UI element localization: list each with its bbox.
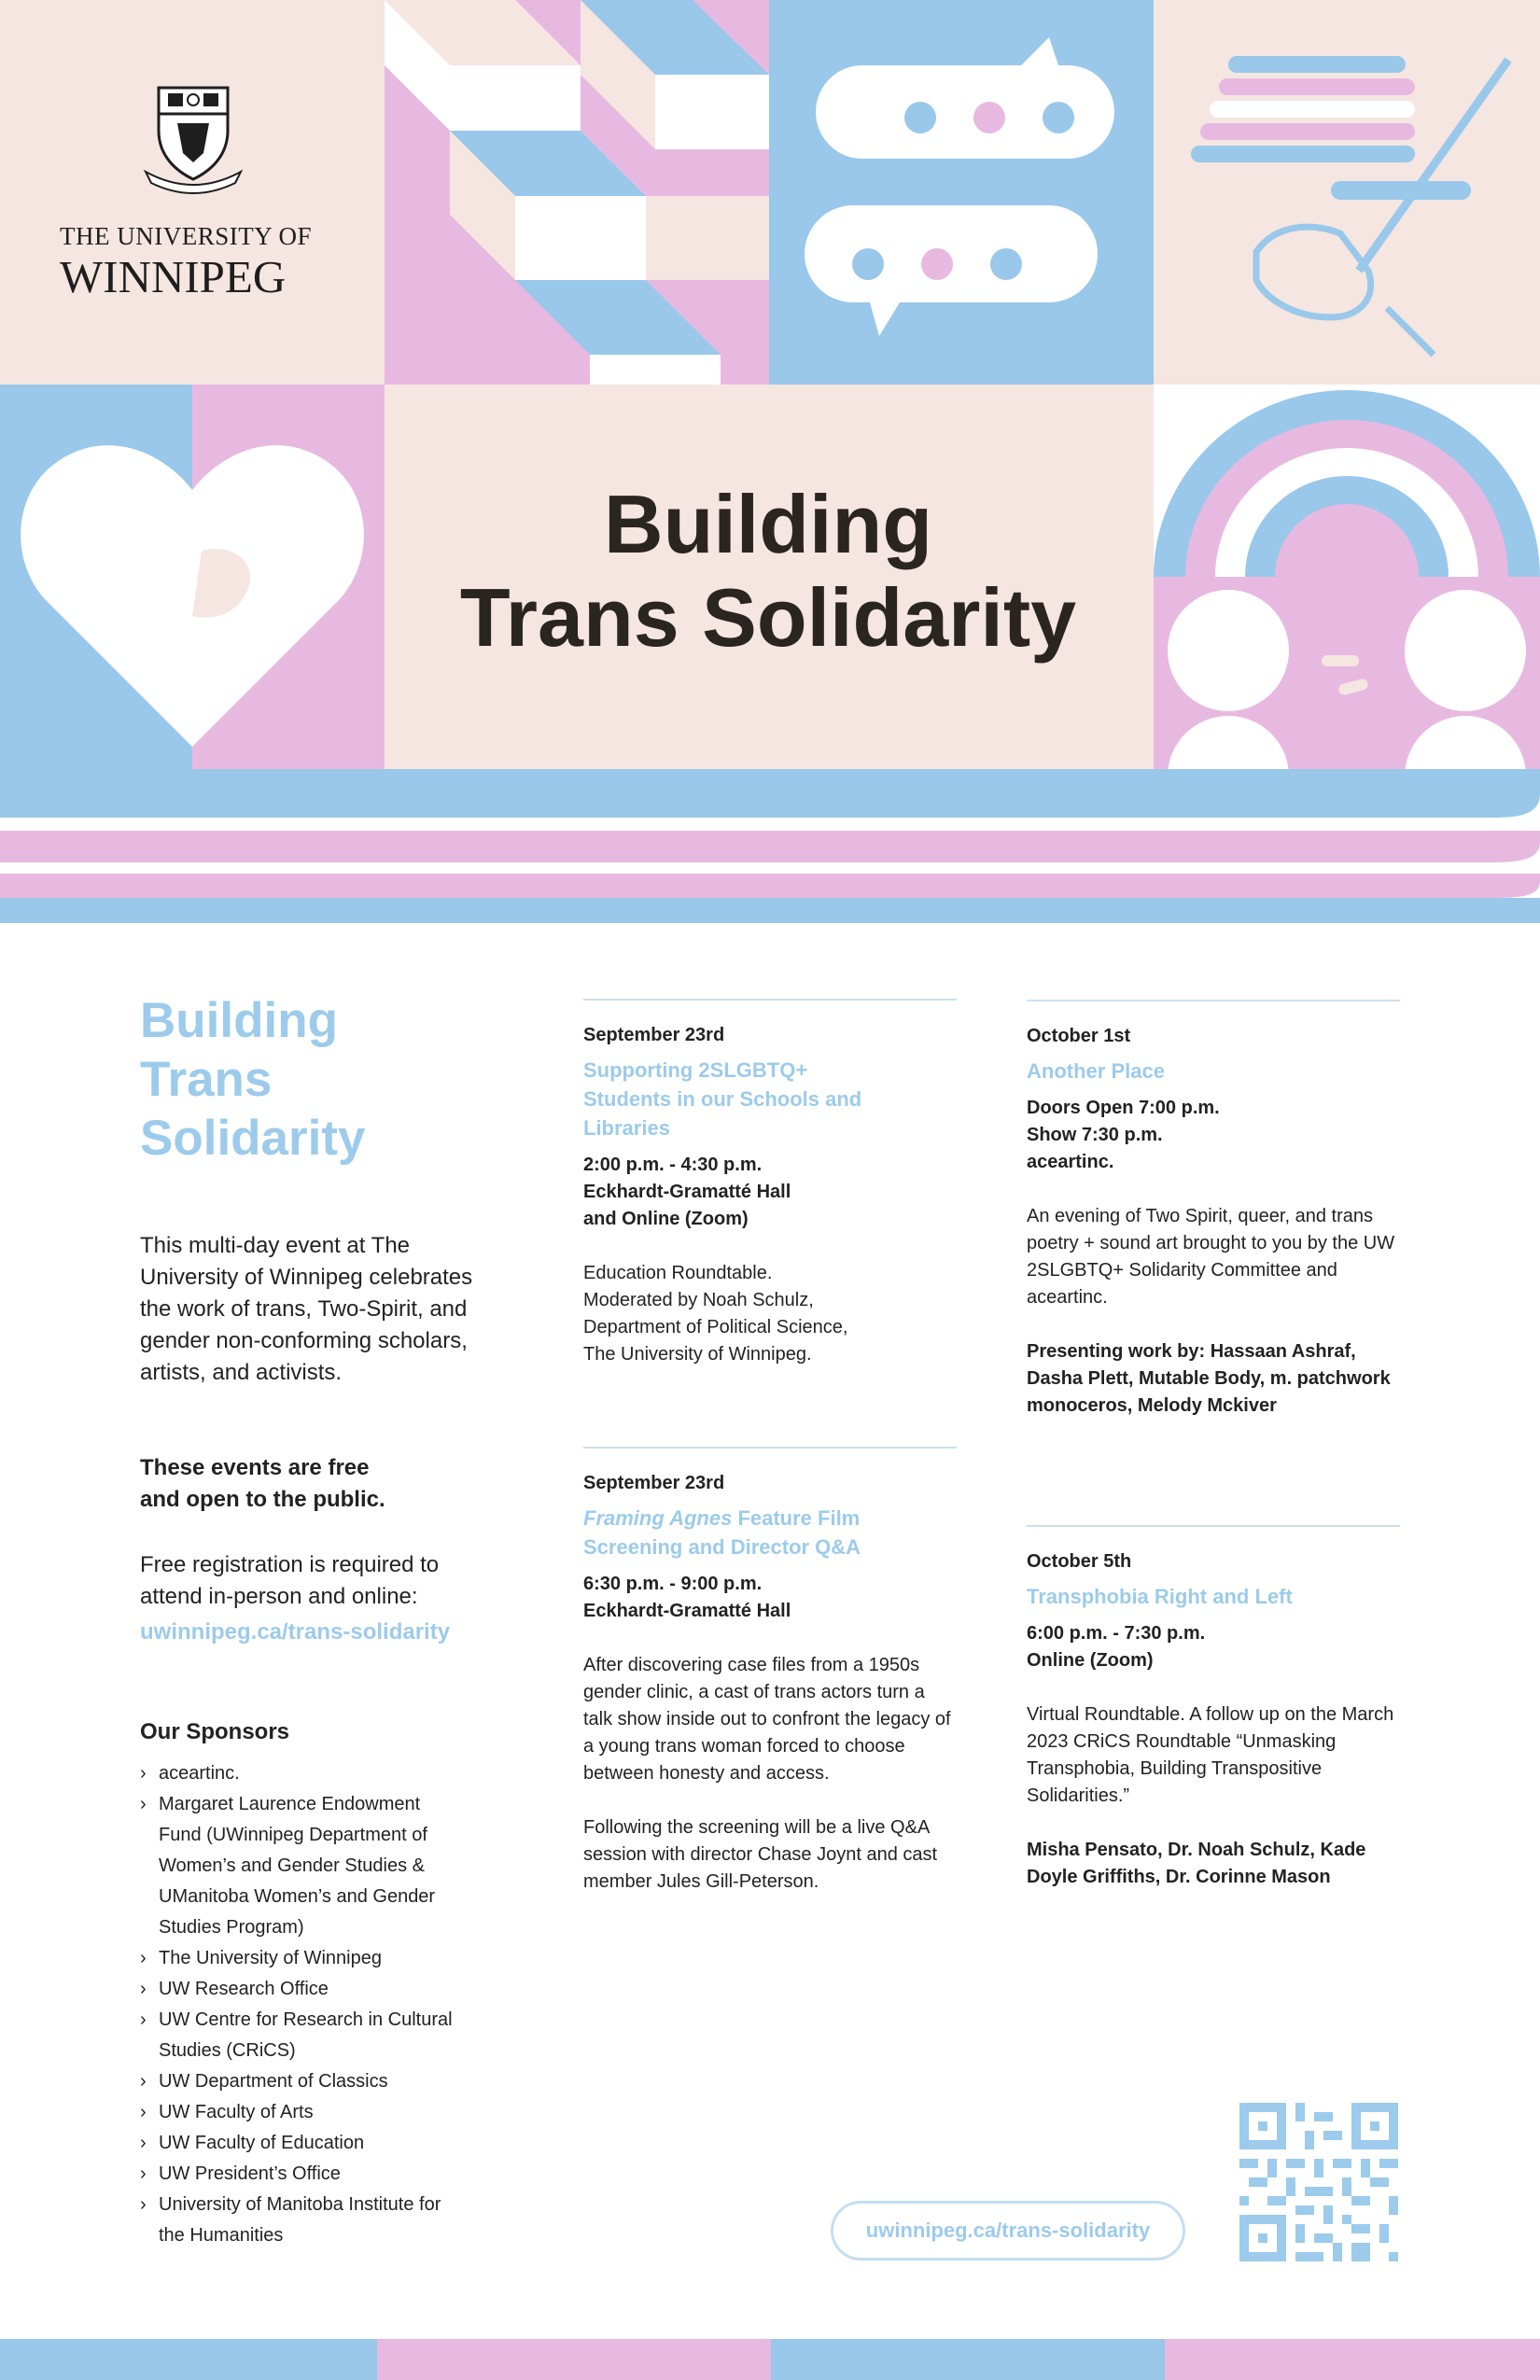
tile-rainbow [1154, 385, 1540, 769]
event-venue: aceartinc. [1027, 1152, 1114, 1172]
footer-bar-pink [1165, 2339, 1540, 2380]
event-venue-line2: and Online (Zoom) [583, 1209, 749, 1229]
event-desc-line2: Moderated by Noah Schulz, [583, 1290, 814, 1310]
divider [1027, 1525, 1400, 1527]
event-oct5 [1027, 1551, 1400, 1891]
event-date: October 1st [1027, 1026, 1131, 1046]
hero-title-line2: Trans Solidarity [459, 571, 1077, 664]
divider [583, 1447, 957, 1449]
footer-bar-pink [377, 2339, 771, 2380]
free-notice-line2: and open to the public. [140, 1487, 385, 1512]
event-show: Show 7:30 p.m. [1027, 1125, 1163, 1145]
divider [1027, 1000, 1400, 1001]
footer-bar-blue [0, 2339, 377, 2380]
event-description-qa: Following the screening will be a live Q&A session with director Chase Joynt and cast member Jules Gill-Peterson. [583, 1817, 938, 1892]
sponsors-heading: Our Sponsors [140, 1719, 290, 1744]
event-venue: Eckhardt-Gramatté Hall [583, 1601, 791, 1621]
trans-stripes-graphic [0, 769, 1540, 923]
event-presenters: Presenting work by: Hassaan Ashraf, Dasha Plett, Mutable Body, m. patchwork monoceros, Melody Mckiver [1027, 1341, 1391, 1416]
event-sept23-b [583, 1473, 957, 1896]
event-doors: Doors Open 7:00 p.m. [1027, 1098, 1220, 1118]
sponsor-item: › The University of Winnipeg [140, 1943, 457, 1974]
event-sept23-a [583, 1025, 957, 1368]
sponsor-item: › UW Department of Classics [140, 2066, 457, 2097]
intro-registration: Free registration is required to attend in-person and online: [140, 1552, 440, 1609]
sponsor-item: › UW Faculty of Arts [140, 2097, 457, 2128]
intro-registration-link[interactable]: uwinnipeg.ca/trans-solidarity [140, 1619, 451, 1645]
university-name-line1: THE UNIVERSITY OF [60, 222, 312, 250]
event-time: 2:00 p.m. - 4:30 p.m. [583, 1155, 763, 1175]
tile-speech-bubbles [769, 0, 1154, 385]
divider [583, 999, 957, 1001]
rainbow-icon [1154, 385, 1540, 769]
event-description: An evening of Two Spirit, queer, and trans poetry + sound art brought to you by the UW 2SLGBTQ+ Solidarity Committee and aceartinc. [1027, 1206, 1395, 1308]
event-title-film: Framing Agnes [583, 1506, 733, 1530]
sponsor-item: › University of Manitoba Institute for the Humanities [140, 2190, 457, 2251]
tile-flag [1154, 0, 1540, 385]
footer-link-button[interactable]: uwinnipeg.ca/trans-solidarity [831, 2201, 1185, 2261]
speech-bubbles-icon [769, 0, 1154, 385]
event-desc-line1: Education Roundtable. [583, 1263, 773, 1283]
hero-banner [0, 0, 1540, 919]
event-desc-line3: Department of Political Science, [583, 1317, 848, 1337]
intro-title-line2: Trans [140, 1052, 273, 1107]
event-title: Another Place [1027, 1059, 1165, 1083]
intro-title [140, 991, 366, 1168]
university-name-line2: WINNIPEG [60, 251, 287, 302]
event-description: Virtual Roundtable. A follow up on the March 2023 CRiCS Roundtable “Unmasking Transphobia, Building Transpositive Solidarities.” [1027, 1704, 1394, 1806]
hero-title-line1: Building [604, 478, 932, 570]
intro-title-line1: Building [140, 993, 338, 1048]
free-notice-line1: These events are free [140, 1455, 370, 1480]
event-title [583, 1504, 919, 1561]
logo-tile [0, 0, 385, 385]
event-date: September 23rd [583, 1025, 725, 1045]
sponsor-item: › UW Research Office [140, 1974, 457, 2005]
hero-title [385, 478, 1152, 665]
event-date: October 5th [1027, 1551, 1132, 1572]
event-description: After discovering case files from a 1950s gender clinic, a cast of trans actors turn a talk show inside out to confront the legacy of a young trans woman forced to choose between honesty and access. [583, 1655, 951, 1784]
event-speakers: Misha Pensato, Dr. Noah Schulz, Kade Doyle Griffiths, Dr. Corinne Mason [1027, 1840, 1366, 1887]
sponsors-list [140, 1758, 457, 2251]
event-venue-line1: Eckhardt-Gramatté Hall [583, 1182, 791, 1202]
event-title: Transphobia Right and Left [1027, 1585, 1293, 1608]
trans-flag-hand-icon [1154, 0, 1540, 385]
sponsor-item: › UW Faculty of Education [140, 2128, 457, 2159]
intro-free-notice [140, 1452, 499, 1516]
event-oct1 [1027, 1026, 1400, 1420]
qr-code-icon[interactable] [1239, 2103, 1398, 2261]
event-venue: Online (Zoom) [1027, 1650, 1154, 1671]
heart-puzzle-icon [20, 439, 365, 747]
intro-title-line3: Solidarity [140, 1111, 366, 1166]
intro-description: This multi-day event at The University of Winnipeg celebrates the work of trans, Two-Spirit, and gender non-conforming scholars, artists, and activists. [140, 1233, 473, 1385]
event-time: 6:30 p.m. - 9:00 p.m. [583, 1574, 763, 1594]
event-title: Supporting 2SLGBTQ+ Students in our Schools and Libraries [583, 1058, 862, 1140]
sponsor-item: › aceartinc. [140, 1758, 457, 1789]
event-time: 6:00 p.m. - 7:30 p.m. [1027, 1623, 1206, 1644]
isometric-blocks-icon [385, 0, 769, 385]
event-desc-line4: The University of Winnipeg. [583, 1344, 812, 1365]
sponsor-item: › UW President’s Office [140, 2159, 457, 2190]
tile-cubes [385, 0, 769, 385]
footer-bar-blue [771, 2339, 1165, 2380]
sponsor-item: › Margaret Laurence Endowment Fund (UWinnipeg Department of Women’s and Gender Studies & UManitoba Women’s and Gender Studies Program) [140, 1789, 457, 1943]
university-crest-icon [142, 82, 245, 194]
event-title-rest: Feature Film Screening and Director Q&A [583, 1506, 861, 1559]
event-date: September 23rd [583, 1473, 725, 1493]
footer-color-bar [0, 2339, 1540, 2380]
sponsor-item: › UW Centre for Research in Cultural Studies (CRiCS) [140, 2005, 457, 2066]
